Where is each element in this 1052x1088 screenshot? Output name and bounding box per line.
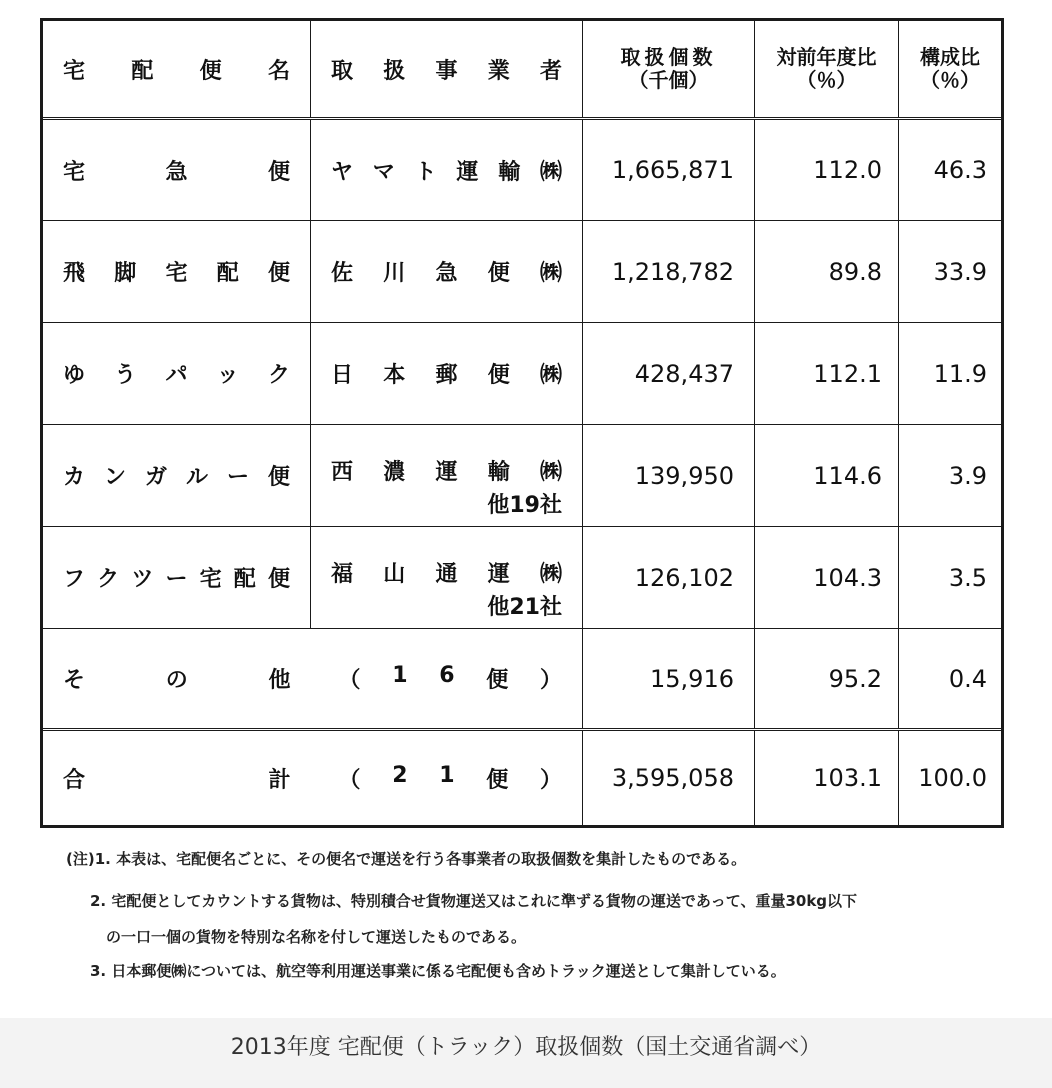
spread-char: 宅 — [63, 159, 86, 185]
spread-char: の — [165, 668, 188, 693]
spread-char: 輸 — [498, 159, 521, 185]
yoy-cell: 112.1 — [755, 323, 899, 424]
spread-char: 合 — [63, 767, 86, 793]
spread-char: 者 — [539, 58, 562, 84]
count-cell: 3,595,058 — [583, 731, 755, 825]
spread-char: 6 — [439, 663, 455, 688]
spread-char: 2 — [392, 762, 408, 788]
count-cell: 428,437 — [583, 323, 755, 424]
spread-char: ヤ — [331, 159, 354, 185]
yoy-cell: 114.6 — [755, 425, 899, 526]
spread-char: 便 — [199, 58, 222, 84]
delivery-name-cell — [43, 120, 311, 220]
spread-char: ト — [414, 159, 437, 185]
spread-char: 便 — [267, 261, 290, 286]
spread-char: 脚 — [114, 261, 137, 286]
spread-char: 運 — [487, 561, 510, 587]
spread-char: 配 — [131, 58, 154, 84]
spread-char: パ — [165, 363, 188, 388]
spread-char: ㈱ — [539, 561, 562, 587]
other-name-text — [63, 663, 291, 694]
spread-char: ㈱ — [539, 261, 562, 286]
spread-char: ー — [165, 567, 188, 592]
delivery-name-text — [63, 562, 290, 593]
count-cell: 15,916 — [583, 629, 755, 728]
header-operator-text — [331, 54, 562, 85]
spread-char: ㈱ — [539, 459, 562, 485]
total-label-cell — [43, 731, 583, 825]
table-row — [43, 527, 1001, 629]
note-3: 3. 日本郵便㈱については、航空等利用運送事業に係る宅配便も含めトラック運送として集計している。 — [90, 962, 786, 980]
header-delivery-name — [43, 21, 311, 117]
yoy-cell: 104.3 — [755, 527, 899, 628]
spread-char: 配 — [216, 261, 239, 286]
spread-char: 通 — [435, 561, 458, 587]
count-cell: 126,102 — [583, 527, 755, 628]
operator-text — [331, 155, 562, 186]
yoy-cell: 103.1 — [755, 731, 899, 825]
header-share — [899, 21, 1001, 117]
spread-char: 宅 — [165, 261, 188, 286]
spread-char: ー — [226, 465, 249, 490]
spread-char: （ — [338, 767, 361, 793]
other-detail-text — [339, 663, 563, 694]
delivery-name-text — [63, 358, 290, 389]
spread-char: そ — [63, 668, 86, 693]
header-operator — [311, 21, 583, 117]
spread-char: ガ — [144, 465, 167, 490]
spread-char: 1 — [392, 663, 408, 688]
spread-char: 急 — [165, 159, 188, 185]
delivery-name-text — [63, 460, 290, 491]
spread-char: フ — [63, 567, 86, 592]
spread-char: （ — [338, 668, 361, 693]
spread-char: 濃 — [383, 459, 406, 485]
spread-char: 本 — [383, 363, 406, 388]
table-row — [43, 425, 1001, 527]
spread-char: ） — [539, 668, 562, 693]
total-name-text — [63, 763, 291, 794]
delivery-name-cell — [43, 527, 311, 628]
spread-char: 急 — [435, 261, 458, 286]
header-delivery-name-text — [63, 54, 290, 85]
operator-cell — [311, 527, 583, 628]
spread-char: ㈱ — [539, 363, 562, 388]
operator-cell — [311, 425, 583, 526]
spread-char: 宅 — [199, 567, 222, 592]
yoy-cell: 89.8 — [755, 221, 899, 322]
spread-char: 他 — [268, 668, 291, 693]
spread-char: 郵 — [435, 363, 458, 388]
spread-char: 川 — [383, 261, 406, 286]
spread-char: 事 — [435, 58, 458, 84]
spread-char: 便 — [487, 363, 510, 388]
operator-cell — [311, 221, 583, 322]
spread-char: 運 — [456, 159, 479, 185]
operator-text — [331, 358, 562, 389]
total-row — [43, 731, 1001, 825]
share-cell: 0.4 — [948, 664, 987, 693]
spread-char: 輸 — [487, 459, 510, 485]
spread-char: 名 — [267, 58, 290, 84]
spread-char: ツ — [131, 567, 154, 592]
spread-char: ク — [267, 363, 290, 388]
header-share-line1: 構成比 — [920, 45, 980, 69]
spread-char: ッ — [216, 363, 239, 388]
spread-char: 計 — [268, 767, 291, 793]
operator-text — [331, 256, 562, 287]
spread-char: 便 — [487, 261, 510, 286]
spread-char: マ — [372, 159, 395, 185]
yoy-cell: 112.0 — [755, 120, 899, 220]
note-2: 2. 宅配便としてカウントする貨物は、特別積合せ貨物運送又はこれに準ずる貨物の運送であって、重量30kg以下 — [90, 892, 858, 910]
spread-char: う — [114, 363, 137, 388]
share-cell: 100.0 — [918, 764, 987, 792]
table-row — [43, 323, 1001, 425]
spread-char: ル — [185, 465, 208, 490]
delivery-name-cell — [43, 221, 311, 322]
delivery-name-cell — [43, 323, 311, 424]
delivery-name-cell — [43, 425, 311, 526]
note-1: (注)1. 本表は、宅配便名ごとに、その便名で運送を行う各事業者の取扱個数を集計したものである。 — [66, 850, 747, 868]
operator-cell — [311, 323, 583, 424]
operator-cell — [311, 120, 583, 220]
spread-char: 西 — [331, 459, 354, 485]
header-count-line1: 取扱個数 — [620, 45, 717, 69]
table-row — [43, 221, 1001, 323]
header-yoy-line2: （％） — [796, 68, 857, 92]
figure-caption: 2013年度 宅配便（トラック）取扱個数（国土交通省調べ） — [230, 1035, 822, 1060]
spread-char: 福 — [331, 561, 354, 587]
other-row — [43, 629, 1001, 731]
spread-char: 扱 — [383, 58, 406, 84]
other-label-cell — [43, 629, 583, 728]
share-cell: 11.9 — [933, 359, 987, 388]
spread-char: 佐 — [331, 261, 354, 286]
note-2-continued: の一口一個の貨物を特別な名称を付して運送したものである。 — [106, 928, 527, 946]
header-yoy-line1: 対前年度比 — [776, 45, 877, 69]
spread-char: ン — [103, 465, 126, 490]
count-cell: 1,218,782 — [583, 221, 755, 322]
delivery-name-text — [63, 256, 290, 287]
share-cell: 3.5 — [948, 563, 987, 592]
spread-char: 便 — [267, 465, 290, 490]
share-cell: 3.9 — [948, 461, 987, 490]
operator-text — [331, 557, 562, 588]
spread-char: 山 — [383, 561, 406, 587]
operator-text — [331, 455, 562, 486]
spread-char: 飛 — [63, 261, 86, 286]
spread-char: ゆ — [63, 363, 86, 388]
spread-char: ） — [539, 767, 562, 793]
count-cell: 139,950 — [583, 425, 755, 526]
spread-char: ㈱ — [539, 159, 562, 185]
table-row — [43, 120, 1001, 221]
yoy-cell: 95.2 — [755, 629, 899, 728]
spread-char: 便 — [486, 668, 509, 693]
table-header-row — [43, 21, 1001, 120]
spread-char: 便 — [486, 767, 509, 793]
count-cell: 1,665,871 — [583, 120, 755, 220]
spread-char: 1 — [439, 762, 455, 788]
operator-sub-text: 他21社 — [487, 594, 562, 620]
spread-char: 取 — [331, 58, 354, 84]
spread-char: カ — [63, 465, 86, 490]
total-detail-text — [339, 763, 563, 794]
spread-char: 運 — [435, 459, 458, 485]
spread-char: 便 — [267, 159, 290, 185]
header-count-line2: （千個） — [628, 68, 709, 92]
spread-char: 宅 — [63, 58, 86, 84]
spread-char: ク — [97, 567, 120, 592]
share-cell: 46.3 — [933, 156, 987, 184]
delivery-name-text — [63, 155, 290, 186]
spread-char: 配 — [233, 567, 256, 592]
parcel-table — [40, 18, 1004, 828]
header-count — [583, 21, 755, 117]
operator-sub-text: 他19社 — [487, 492, 562, 518]
spread-char: 便 — [267, 567, 290, 592]
header-yoy — [755, 21, 899, 117]
spread-char: 日 — [331, 363, 354, 388]
share-cell: 33.9 — [933, 257, 987, 286]
header-share-line2: （％） — [920, 68, 980, 92]
spread-char: 業 — [487, 58, 510, 84]
